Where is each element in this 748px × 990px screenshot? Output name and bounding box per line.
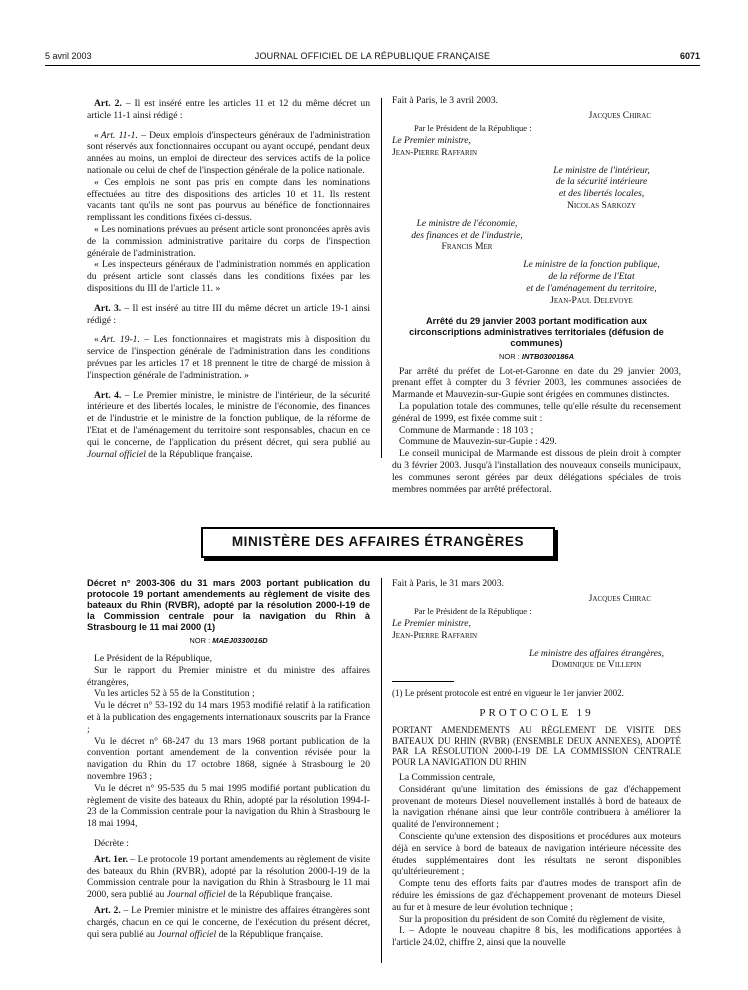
footnote-rule bbox=[392, 681, 454, 682]
list-item: Commune de Marmande : 18 103 ; bbox=[399, 424, 534, 436]
paragraph: Considérant qu'une limitation des émissions de gaz d'échappement provenant de moteurs Diesel nouvellement installés à bord de bateaux de la navigation rhénane ainsi que leur contrôle contribuera à améliorer la qualité de l'environnement ; bbox=[392, 783, 681, 831]
signature-block-economie: Le ministre de l'économie, des finances et de l'industrie, Francis Mer bbox=[392, 218, 542, 253]
paragraph: La population totale des communes, telle qu'elle résulte du recensement général de 1999, est fixée comme suit : bbox=[392, 400, 681, 424]
paragraph: Le Président de la République, bbox=[94, 653, 213, 665]
signatory-premier-ministre: Jean-Pierre Raffarin bbox=[392, 146, 478, 158]
signatory-affaires-etrangeres: Dominique de Villepin bbox=[551, 659, 642, 671]
article-11-1-paragraph: « Art. 11-1. – Deux emplois d'inspecteurs généraux de l'administration sont réservés aux fonctionnaires occupant ou ayant occupé, pendant deux années au moins, un emploi de directeur des services actifs de la police nationale ou celui de chef de l'inspection générale de la police nationale. bbox=[87, 129, 370, 176]
paragraph: Vu le décret n° 68-247 du 13 mars 1968 portant publication de la convention portant amendement de la convention révisée pour la navigation du Rhin du 17 octobre 1868, signée à Strasbourg le 20 novembre 1963 ; bbox=[87, 735, 370, 783]
paragraph: Sur le rapport du Premier ministre et du ministre des affaires étrangères, bbox=[87, 664, 370, 688]
arrete-nor: NOR : INTB0300186A bbox=[498, 352, 575, 362]
ministry-title: MINISTÈRE DES AFFAIRES ÉTRANGÈRES bbox=[231, 534, 525, 550]
signature-mention: Par le Président de la République : bbox=[414, 605, 532, 616]
decret-nor: NOR : MAEJ0330016D bbox=[189, 635, 268, 645]
signatory-president: Jacques Chirac bbox=[588, 109, 651, 121]
signatory-premier-ministre: Jean-Pierre Raffarin bbox=[392, 629, 478, 641]
paragraph: « Les nominations prévues au présent article sont prononcées après avis de la commission administrative paritaire du corps de l'inspection générale de l'administration. bbox=[87, 223, 371, 259]
signature-mention: Par le Président de la République : bbox=[414, 122, 532, 133]
article-label: Art. 4. bbox=[94, 389, 122, 401]
paragraph: La Commission centrale, bbox=[399, 772, 496, 783]
article-3-paragraph: Art. 3. – Il est inséré au titre III du même décret un article 19-1 ainsi rédigé : bbox=[87, 302, 371, 326]
bottom-left-column bbox=[87, 578, 370, 940]
paragraph: « Les inspecteurs généraux de l'administration nommés en application du présent article sont classés dans les conditions fixées par les dispositions du III de l'article 11. » bbox=[87, 259, 370, 294]
signatory-fonction-publique: Jean-Paul Delevoye bbox=[550, 294, 633, 306]
article-label: Art. 11-1. bbox=[100, 129, 138, 141]
paragraph: Le conseil municipal de Marmande est dissous de plein droit à compter du 3 février 2003. Jusqu'à l'installation des nouveaux conseils municipaux, les communes seront gérées par deux délégations spéciales de trois membres nommées par arrêté préfectoral. bbox=[392, 448, 681, 495]
article-19-1-paragraph: « Art. 19-1. – Les fonctionnaires et magistrats mis à disposition du service de l'inspection générale de l'administration dans les conditions prévues par les articles 17 et 18 prennent le titre de chargé de mission à l'inspection générale de l'administration. » bbox=[87, 334, 370, 381]
column-divider-bottom bbox=[381, 578, 382, 963]
signatory-title: Le Premier ministre, bbox=[392, 618, 471, 630]
signature-block-fonction-publique: Le ministre de la fonction publique, de la réforme de l'Etat et de l'aménagement du territoire, Jean-Paul Delevoye bbox=[502, 259, 681, 306]
paragraph: Vu le décret n° 95-535 du 5 mai 1995 modifié portant publication du règlement de visite des bateaux du Rhin, adopté par la résolution 1994-I-23 de la Commission centrale pour la navigation du Rhin à Strasbourg le 18 mai 1994, bbox=[87, 782, 370, 830]
article-label: Art. 2. bbox=[94, 905, 121, 916]
decrete-label: Décrète : bbox=[94, 838, 129, 850]
paragraph: Consciente qu'une extension des dispositions et procédures aux moteurs déjà en service à bord de bateaux de navigation intérieure nécessite des études supplémentaires dont les résultats ne seront disponibles qu'ultérieurement ; bbox=[392, 830, 681, 878]
header-date: 5 avril 2003 bbox=[45, 51, 92, 61]
column-divider-top bbox=[381, 98, 382, 458]
running-header bbox=[45, 51, 700, 66]
paragraph: Par arrêté du préfet de Lot-et-Garonne en date du 29 janvier 2003, prenant effet à compter du 3 février 2003, les communes associées de Marmande et Mauvezin-sur-Gupie sont érigées en communes distinctes. bbox=[392, 365, 681, 401]
signatory-title: Le Premier ministre, bbox=[392, 135, 471, 147]
signature-block-affaires-etrangeres: Le ministre des affaires étrangères, Dominique de Villepin bbox=[512, 648, 681, 672]
signature-place-date: Fait à Paris, le 3 avril 2003. bbox=[392, 95, 499, 106]
signatory-interieur: Nicolas Sarkozy bbox=[566, 200, 637, 212]
article-label: Art. 2. bbox=[94, 98, 122, 109]
paragraph: Sur la proposition du président de son Comité du règlement de visite, bbox=[399, 913, 665, 925]
protocole-title: PORTANT AMENDEMENTS AU RÈGLEMENT DE VISITE DES BATEAUX DU RHIN (RVBR) (ENSEMBLE DEUX ANNEXES), ADOPTÉ PAR LA RÉSOLUTION 2000-I-19 DE LA COMMISSION CENTRALE POUR LA NAVIGATION DU RHIN bbox=[392, 724, 681, 768]
header-journal-title: JOURNAL OFFICIEL DE LA RÉPUBLIQUE FRANÇAISE bbox=[254, 51, 491, 61]
bottom-right-column bbox=[392, 578, 681, 949]
paragraph: Compte tenu des efforts faits par d'autres modes de transport afin de réduire les émissions de gaz d'échappement provenant de moteurs Diesel au fur et à mesure de leur évolution technique ; bbox=[392, 878, 681, 913]
signatory-economie: Francis Mer bbox=[441, 241, 493, 253]
signature-place-date: Fait à Paris, le 31 mars 2003. bbox=[392, 578, 504, 589]
signature-block-interieur: Le ministre de l'intérieur, de la sécurité intérieure et des libertés locales, Nicolas Sarkozy bbox=[522, 165, 681, 212]
decret-title: Décret n° 2003-306 du 31 mars 2003 portant publication du protocole 19 portant amendements au règlement de visite des bateaux du Rhin (RVBR), adopté par la résolution 2000-I-19 de la Commission centrale pour la navigation du Rhin à Strasbourg le 11 mai 2000 (1) bbox=[87, 578, 370, 632]
paragraph: Vu le décret n° 53-192 du 14 mars 1953 modifié relatif à la ratification et à la publication des engagements internationaux souscrits par la France ; bbox=[87, 700, 370, 735]
article-4-paragraph: Art. 4. – Le Premier ministre, le ministre de l'intérieur, de la sécurité intérieure et des libertés locales, le ministre de l'économie, des finances et de l'industrie et le ministre de la fonction publique, de la réforme de l'Etat et de l'aménagement du territoire sont responsables, chacun en ce qui le concerne, de l'application du présent décret, qui sera publié au Journal officiel de la République française. bbox=[87, 389, 370, 460]
top-right-column bbox=[392, 95, 681, 495]
article-2-paragraph: Art. 2. – Le Premier ministre et le ministre des affaires étrangères sont chargés, chacun en ce qui le concerne, de l'exécution du présent décret, qui sera publié au Journal officiel de la République française. bbox=[87, 905, 370, 940]
signatory-president: Jacques Chirac bbox=[588, 592, 651, 604]
article-label: Art. 3. bbox=[94, 302, 122, 314]
header-page-number: 6071 bbox=[679, 51, 700, 61]
ministry-banner bbox=[201, 527, 555, 558]
paragraph: I. – Adopte le nouveau chapitre 8 bis, les modifications apportées à l'article 24.02, chiffre 2, ainsi que la nouvelle bbox=[392, 925, 681, 949]
article-2-paragraph: Art. 2. – Il est inséré entre les articles 11 et 12 du même décret un article 11-1 ainsi rédigé : bbox=[87, 98, 370, 121]
protocole-heading: PROTOCOLE 19 bbox=[479, 707, 594, 720]
paragraph: « Ces emplois ne sont pas pris en compte dans les nominations effectuées au titre des dispositions des articles 10 et 11. Ils restent vacants tant qu'ils ne sont pas pourvus au bénéfice de fonctionnaires remplissant les conditions fixées ci-dessus. bbox=[87, 176, 370, 224]
paragraph: Vu les articles 52 à 55 de la Constitution ; bbox=[94, 688, 255, 700]
footnote: (1) Le présent protocole est entré en vigueur le 1er janvier 2002. bbox=[392, 688, 624, 699]
article-label: Art. 19-1. bbox=[100, 334, 140, 346]
top-left-column bbox=[87, 98, 370, 460]
article-label: Art. 1er. bbox=[94, 853, 129, 865]
arrete-title: Arrêté du 29 janvier 2003 portant modification aux circonscriptions administratives territoriales (défusion de communes) bbox=[409, 316, 664, 349]
article-1-paragraph: Art. 1er. – Le protocole 19 portant amendements au règlement de visite des bateaux du Rhin (RVBR), adopté par la résolution 2000-I-19 de la Commission centrale pour la navigation du Rhin à Strasbourg le 11 mai 2000, sera publié au Journal officiel de la République française. bbox=[87, 853, 370, 901]
list-item: Commune de Mauvezin-sur-Gupie : 429. bbox=[399, 436, 557, 448]
